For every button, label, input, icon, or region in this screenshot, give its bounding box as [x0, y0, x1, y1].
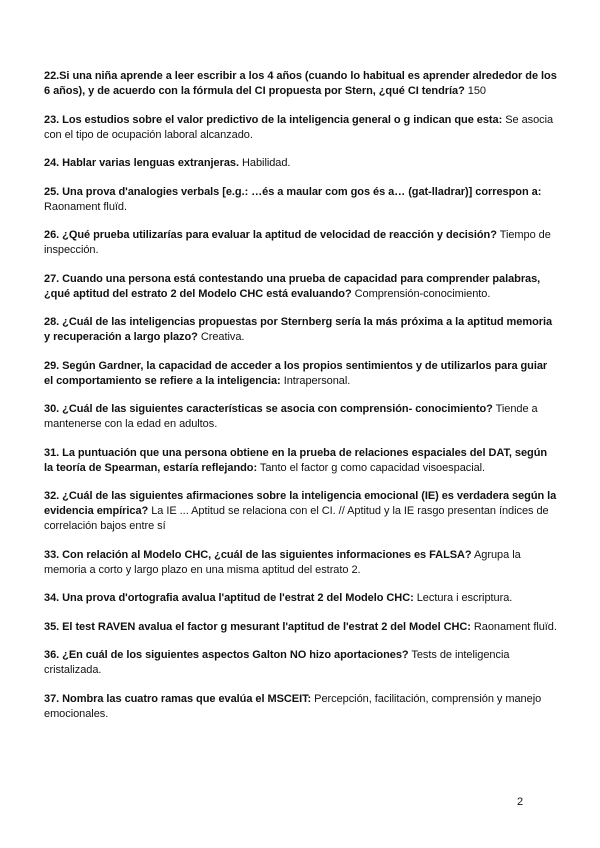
question-text: 28. ¿Cuál de las inteligencias propuestas por Sternberg sería la más próxima a la aptitud memoria y recuperación a largo plazo? [44, 316, 553, 343]
page-number: 2 [517, 796, 524, 808]
question-item-30 [44, 402, 558, 432]
question-item-23 [44, 113, 558, 143]
question-item-26 [44, 228, 558, 258]
answer-text: Lectura i escriptura. [416, 592, 513, 604]
question-item-37 [44, 692, 558, 722]
answer-text: Raonament fluïd. [473, 620, 557, 633]
answer-text: Raonament fluïd. [44, 200, 127, 213]
question-item-32 [44, 489, 558, 534]
answer-text: Tiende a mantenerse con la edad en adultos. [44, 403, 538, 430]
question-text: 26. ¿Qué prueba utilizarías para evaluar la aptitud de velocidad de reacción y decisión? [44, 229, 497, 241]
question-text: 37. Nombra las cuatro ramas que evalúa el MSCEIT: [44, 692, 312, 705]
question-text: 22.Si una niña aprende a leer escribir a los 4 años (cuando lo habitual es aprender alrededor de los 6 años), y de acuerdo con la fórmula del CI propuesta por Stern, ¿qué CI tendría? [44, 70, 557, 97]
question-text: 31. La puntuación que una persona obtiene en la prueba de relaciones espaciales del DAT, según la teoría de Spearman, estaría reflejando: [44, 446, 548, 474]
question-text: 30. ¿Cuál de las siguientes características se asocia con comprensión- conocimiento? [44, 403, 493, 415]
question-item-27 [44, 272, 558, 302]
answer-text: Tests de inteligencia cristalizada. [44, 649, 510, 676]
answer-text: 150 [467, 85, 486, 97]
question-text: 29. Según Gardner, la capacidad de acceder a los propios sentimientos y de utilizarlos para guiar el comportamiento se refiere a la inteligencia: [44, 359, 548, 387]
question-text: 23. Los estudios sobre el valor predictivo de la inteligencia general o g indican que esta: [44, 113, 503, 126]
answer-text: Habilidad. [242, 157, 291, 169]
question-text: 35. El test RAVEN avalua el factor g mesurant l'aptitud de l'estrat 2 del Model CHC: [44, 620, 471, 633]
document-body [44, 69, 558, 735]
question-text: 33. Con relación al Modelo CHC, ¿cuál de las siguientes informaciones es FALSA? [44, 548, 472, 561]
question-item-31 [44, 446, 558, 476]
question-text: 27. Cuando una persona está contestando una prueba de capacidad para comprender palabras, ¿qué aptitud del estrato 2 del Modelo CHC está evaluando? [44, 272, 541, 300]
question-item-28 [44, 315, 558, 345]
question-item-24 [44, 156, 558, 171]
answer-text: Percepción, facilitación, comprensión y manejo emocionales. [44, 692, 542, 720]
question-item-34 [44, 591, 558, 606]
question-text: 34. Una prova d'ortografia avalua l'aptitud de l'estrat 2 del Modelo CHC: [44, 592, 414, 604]
answer-text: Tiempo de inspección. [44, 229, 551, 256]
question-item-36 [44, 648, 558, 678]
question-item-25 [44, 185, 558, 215]
answer-text: Se asocia con el tipo de ocupación laboral alcanzado. [44, 113, 554, 141]
question-text: 25. Una prova d'analogies verbals [e.g.: …és a maular com gos és a… (gat-lladrar)] correspon a: [44, 185, 542, 198]
question-item-33 [44, 548, 558, 578]
answer-text: Agrupa la memoria a corto y largo plazo en una misma aptitud del estrato 2. [44, 548, 521, 576]
answer-text: Intrapersonal. [283, 374, 351, 387]
question-text: 32. ¿Cuál de las siguientes afirmaciones sobre la inteligencia emocional (IE) es verdadera según la evidencia empírica? [44, 490, 557, 517]
question-item-35 [44, 620, 558, 635]
question-text: 36. ¿En cuál de los siguientes aspectos Galton NO hizo aportaciones? [44, 649, 409, 661]
answer-text: Comprensión-conocimiento. [354, 287, 491, 300]
answer-text: Tanto el factor g como capacidad visoespacial. [259, 461, 486, 474]
answer-text: La IE ... Aptitud se relaciona con el CI. // Aptitud y la IE rasgo presentan índices de correlación bajos entre sí [44, 505, 549, 532]
question-item-29 [44, 359, 558, 389]
question-text: 24. Hablar varias lenguas extranjeras. [44, 157, 239, 169]
answer-text: Creativa. [200, 331, 245, 343]
question-item-22 [44, 69, 558, 99]
